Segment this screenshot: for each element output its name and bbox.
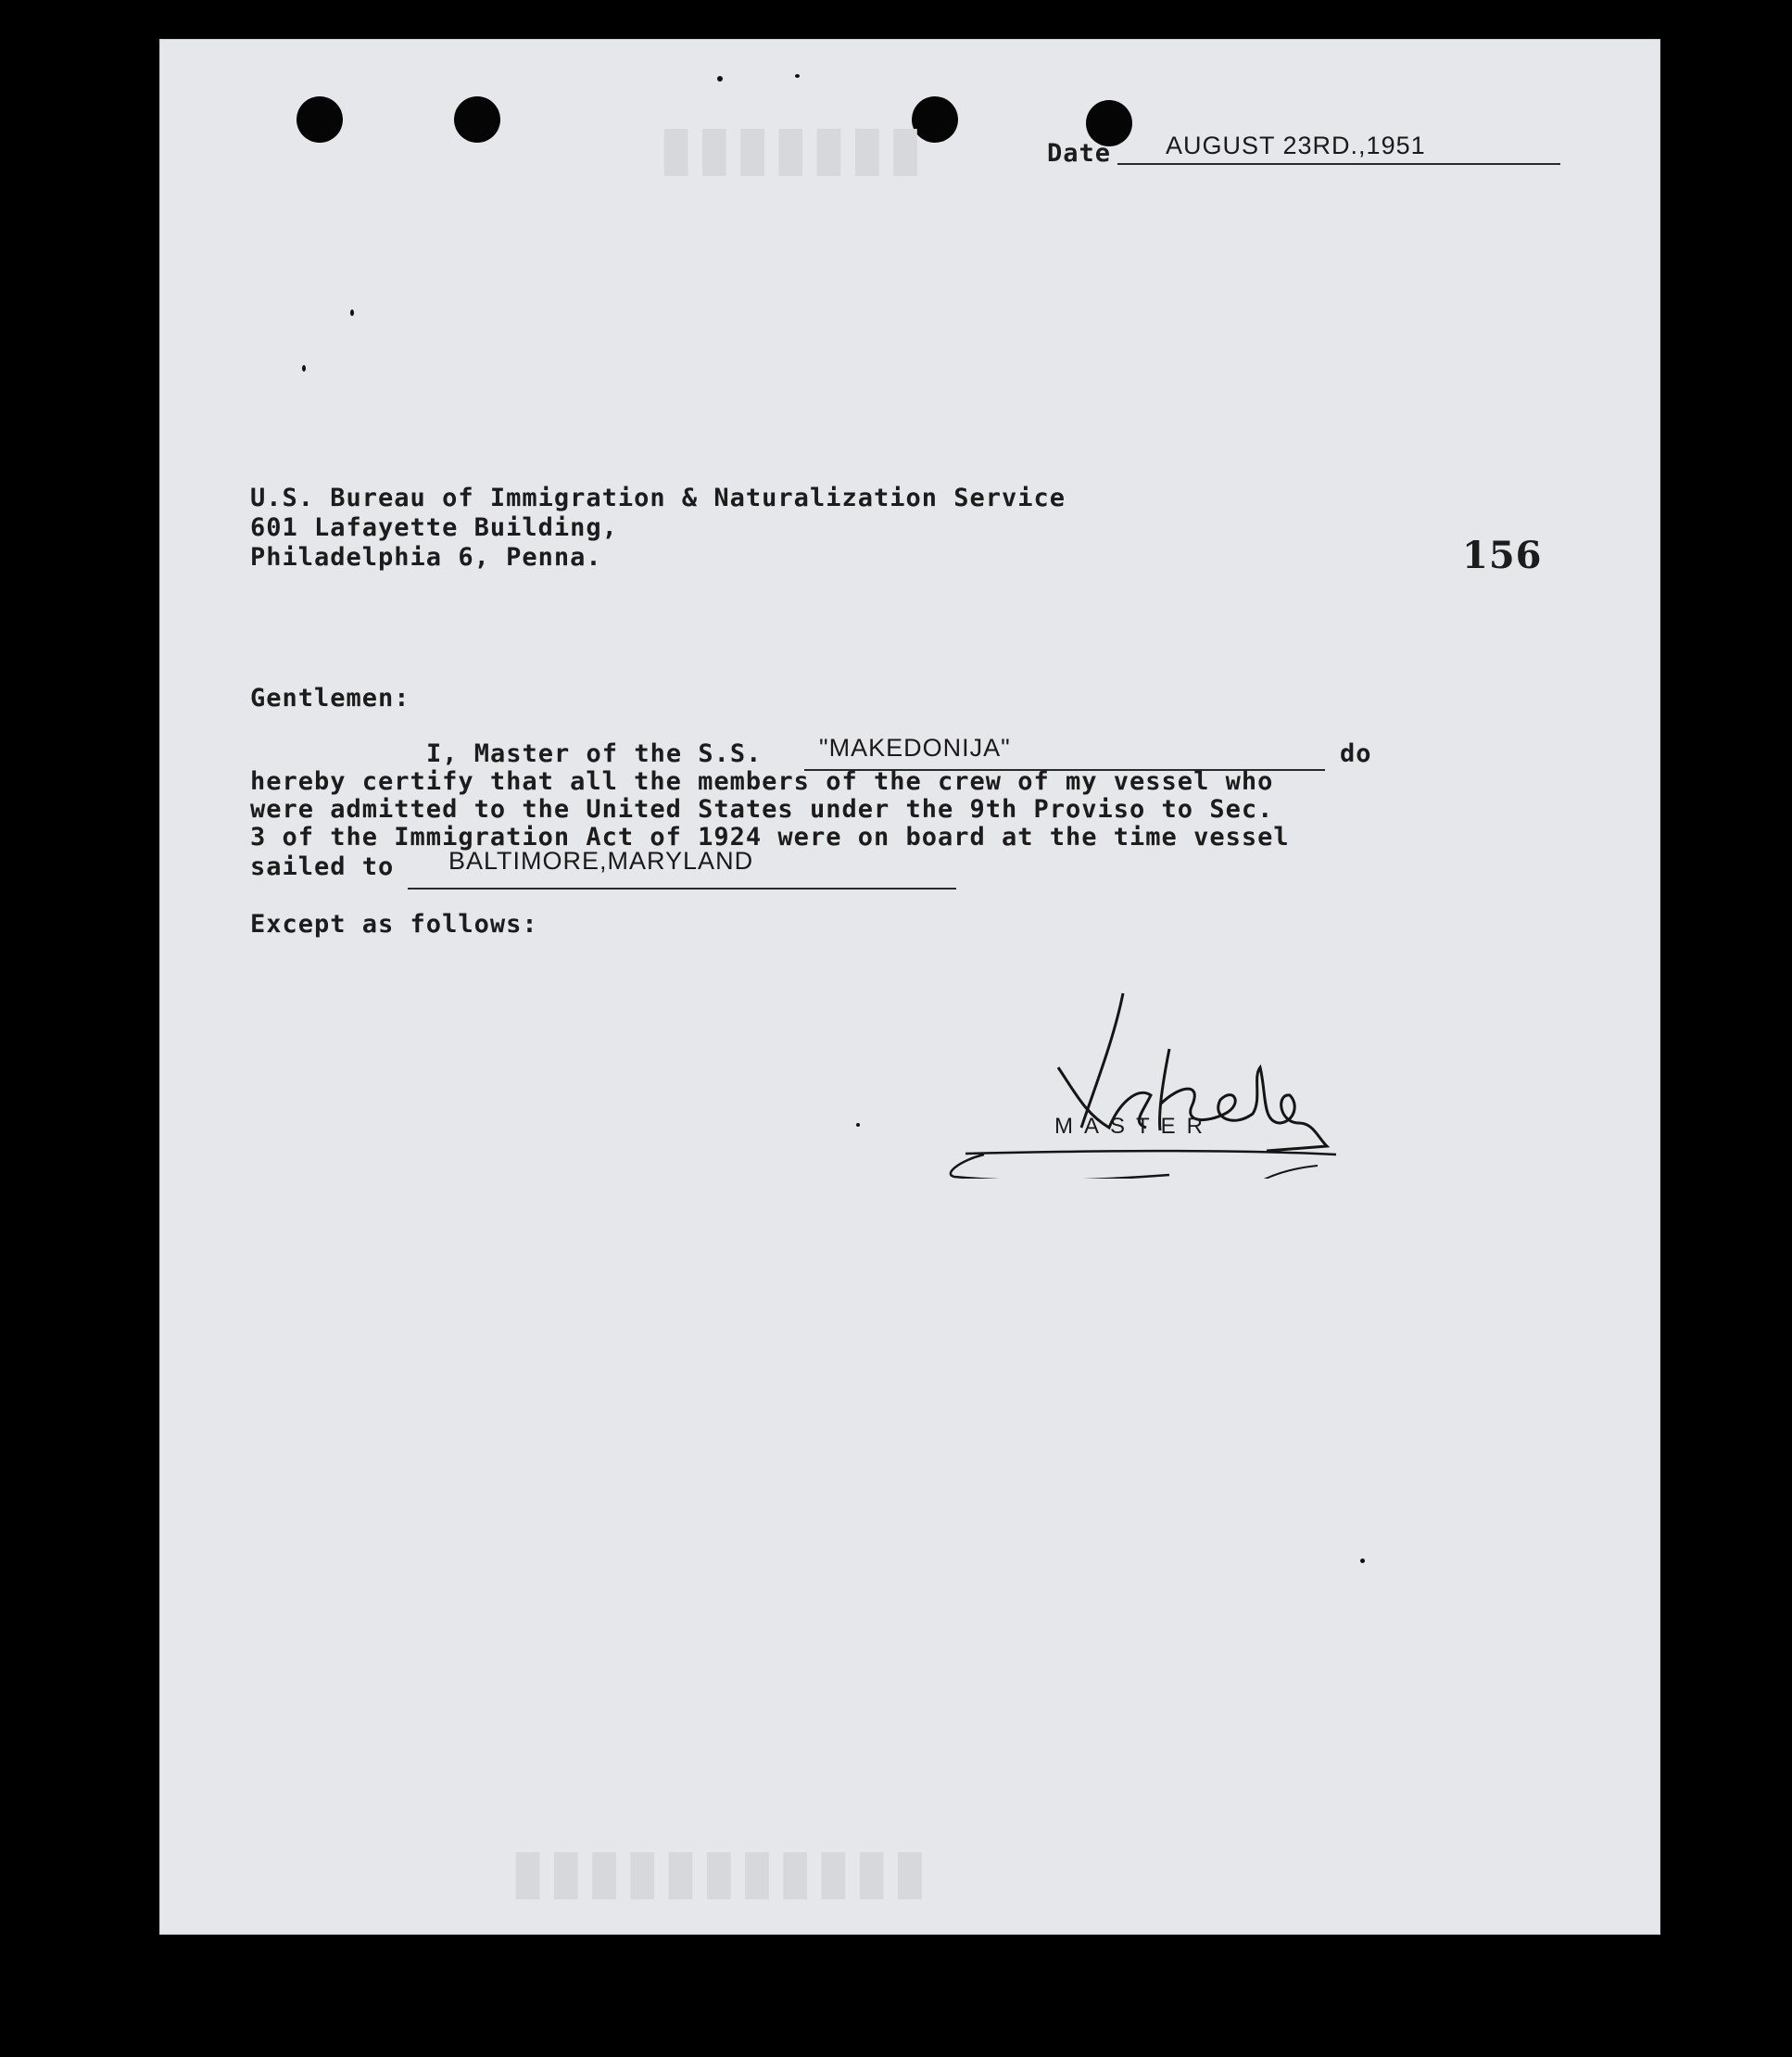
body-line-1-prefix: I, Master of the S.S. <box>426 739 763 768</box>
page-number: 156 <box>1462 534 1543 577</box>
ink-speck <box>717 76 723 82</box>
ink-speck <box>350 309 354 316</box>
body-line-4: 3 of the Immigration Act of 1924 were on board at the time vessel <box>250 823 1290 852</box>
address-line-2: 601 Lafayette Building, <box>250 513 618 542</box>
date-label: Date <box>1047 139 1112 168</box>
body-line-5-prefix: sailed to <box>250 852 395 881</box>
body-line-1-suffix: do <box>1340 739 1372 768</box>
destination-underline <box>408 888 956 890</box>
signature-title: MASTER <box>1054 1114 1215 1139</box>
body-line-2: hereby certify that all the members of the crew of my vessel who <box>250 767 1274 796</box>
destination: BALTIMORE,MARYLAND <box>448 847 754 875</box>
document-page <box>159 39 1660 1935</box>
body-line-3: were admitted to the United States under the 9th Proviso to Sec. <box>250 795 1274 824</box>
address-line-3: Philadelphia 6, Penna. <box>250 543 602 572</box>
punch-hole <box>454 96 500 143</box>
address-line-1: U.S. Bureau of Immigration & Naturalization Service <box>250 484 1066 512</box>
date-value: AUGUST 23RD.,1951 <box>1166 132 1426 159</box>
ink-speck <box>795 74 800 78</box>
ink-speck <box>856 1123 860 1127</box>
ink-speck <box>302 365 306 372</box>
date-underline <box>1117 163 1560 165</box>
exceptions-label: Except as follows: <box>250 910 538 939</box>
punch-hole <box>297 96 343 143</box>
vessel-name: "MAKEDONIJA" <box>819 734 1011 762</box>
ink-speck <box>1360 1559 1365 1563</box>
bleed-through-marks: ▮▮▮▮▮▮▮▮▮▮▮ <box>511 1837 932 1904</box>
salutation: Gentlemen: <box>250 684 410 713</box>
bleed-through-marks: ▮▮▮▮▮▮▮ <box>660 114 928 181</box>
master-signature <box>947 975 1577 1179</box>
